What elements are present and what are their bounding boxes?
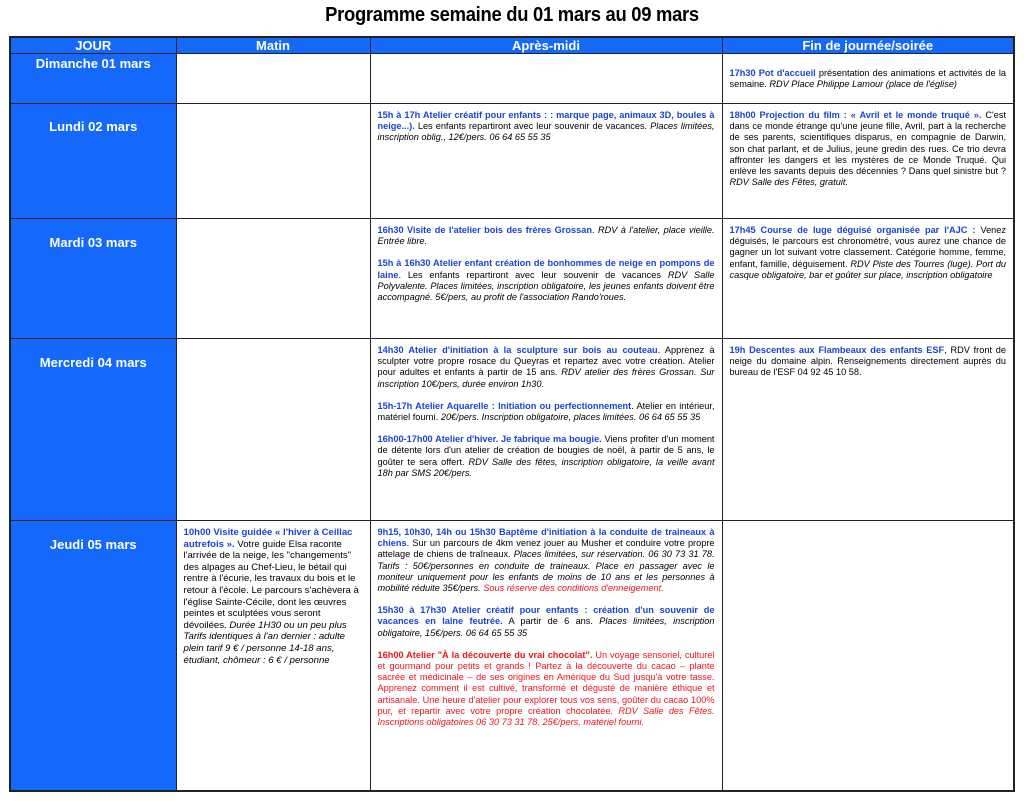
activity-details: RDV Salle des fêtes, inscription obligatoire, la veille avant 18h par SMS 20€/pers. <box>377 456 715 478</box>
activity-item <box>378 345 715 390</box>
activity-title: 10h00 Visite guidée « l'hiver à Ceillac autrefois ». <box>183 527 353 550</box>
table-row <box>10 104 1014 219</box>
activity-list <box>371 521 722 728</box>
activity-text: . Atelier en intérieur, matériel fourni. <box>377 400 715 423</box>
activity-item <box>378 225 715 247</box>
soiree-cell <box>722 339 1014 521</box>
activity-details: Places limitées, inscription oblig., 12€/pers. 06 64 65 55 35 <box>377 121 715 143</box>
soiree-cell <box>722 219 1014 339</box>
activity-list <box>723 219 1014 281</box>
activity-item <box>378 110 715 144</box>
soiree-cell <box>722 521 1014 791</box>
activity-list <box>371 219 722 303</box>
activity-text: Les enfants repartiront avec leur souvenir de vacances. <box>414 121 651 132</box>
apres-midi-cell <box>370 339 722 521</box>
activity-details: 20€/pers. Inscription obligatoire, places limitées. 06 64 65 55 35 <box>440 412 701 423</box>
activity-item <box>730 225 1007 281</box>
activity-text: présentation des animations et activités de la semaine. <box>729 68 1006 90</box>
activity-item <box>730 68 1007 90</box>
activity-note: Sous réserve des conditions d'enneigement. <box>480 583 664 594</box>
activity-title: 16h00 Atelier "À la découverte du vrai chocolat". <box>377 649 593 660</box>
header-jour: JOUR <box>10 37 176 54</box>
activity-title: 15h à 16h30 Atelier enfant création de bonhommes de neige en pompons de laine <box>377 258 715 280</box>
day-cell <box>10 104 176 219</box>
schedule-table <box>9 36 1015 792</box>
activity-details: RDV Salle Polyvalente. Places limitées, inscription obligatoire, les jeunes enfants doivent être accompagné. 5€/pers, au profit de l'association Rando'roues. <box>377 269 715 303</box>
day-label: Jeudi 05 mars <box>49 537 137 552</box>
table-row <box>10 219 1014 339</box>
header-matin: Matin <box>176 37 370 54</box>
activity-item <box>730 110 1007 188</box>
activity-list <box>371 104 722 144</box>
activity-text: Votre guide Elsa raconte l'arrivée de la neige, les "changements" des alpages au Chef-Lieu, le bétail qui rentre à l'écurie, les travaux du bois et le retour à l'école. Le parcours s'achèvera à l'église Sainte-Cécile, dont les œuvres peintes et sculptées vous seront dévoilées. <box>183 538 359 631</box>
activity-item <box>184 527 363 666</box>
day-cell <box>10 219 176 339</box>
activity-title: 16h30 Visite de l'atelier bois des frères Grossan <box>377 225 592 235</box>
activity-details: RDV à l'atelier, place vieille. Entrée libre. <box>377 225 715 247</box>
activity-text: A partir de 6 ans. <box>502 616 600 627</box>
day-cell <box>10 521 176 791</box>
activity-item <box>378 605 715 639</box>
activity-details: Durée 1H30 ou un peu plus Tarifs identiques à l'an dernier : adulte plein tarif 9 € / personne 14-18 ans, étudiant, chômeur : 6 € / personne <box>183 619 347 666</box>
activity-text: . Les enfants repartiront avec leur souvenir de vacances <box>398 269 668 280</box>
matin-cell <box>176 521 370 791</box>
day-label: Mardi 03 mars <box>49 235 137 250</box>
activity-title: 17h30 Pot d'accueil <box>729 68 816 78</box>
day-cell <box>10 339 176 521</box>
activity-item <box>730 345 1007 379</box>
day-label: Mercredi 04 mars <box>39 355 147 370</box>
activity-text: Un voyage sensoriel, culturel et gourmand pour petits et grands ! Partez à la découverte du cacao – plante sacrée et médicinale – de ses origines en Amérique du Sud jusqu'à votre tasse. Apprenez comment il est cultivé, transformé et dégusté de manière éthique et artisanale. Une heure d'atelier pour explorer tous vos sens, goûter du cacao 100% pur, et repartir avec votre propre création chocolatée. <box>377 649 715 716</box>
activity-text: Venez déguisés, le parcours est chronométré, vous aurez une chance de gagner un lot suivant votre classement. Catégorie homme, femme, enfant, famille, déguisement. <box>729 225 1007 269</box>
apres-midi-cell <box>370 54 722 104</box>
activity-text: , RDV front de neige du domaine alpin. Renseignements directement auprès du bureau de l'ESF 04 92 45 10 58. <box>729 345 1006 378</box>
activity-title: 16h00-17h00 Atelier d'hiver. Je fabrique ma bougie. <box>377 434 602 445</box>
activity-item <box>378 434 715 479</box>
table-row <box>10 54 1014 104</box>
activity-details: Places limitées, sur réservation. 06 30 73 31 78. Tarifs : 50€/personnes en conduite de traineaux. Place en passager avec le moniteur uniquement pour les enfants de moins de 10 ans et les personnes à mobilité réduite 35€/pers. <box>377 549 715 594</box>
activity-title: 15h-17h Atelier Aquarelle : Initiation ou perfectionnement <box>377 400 632 411</box>
matin-cell <box>176 54 370 104</box>
matin-cell <box>176 104 370 219</box>
activity-title: 15h30 à 17h30 Atelier créatif pour enfants : création d'un souvenir de vacances en laine feutrée. <box>377 605 715 627</box>
activity-item <box>378 401 715 423</box>
activity-details: RDV Place Philippe Lamour (place de l'église) <box>769 79 957 90</box>
activity-title: 9h15, 10h30, 14h ou 15h30 Baptême d'initiation à la conduite de traineaux à chiens <box>377 527 715 549</box>
table-row <box>10 521 1014 791</box>
activity-text: Viens profiter d'un moment de détente lors d'un atelier de création de bougies de noël, à partir de 5 ans, le goûter te sera offert. <box>377 434 715 467</box>
soiree-cell <box>722 54 1014 104</box>
activity-title: 15h à 17h Atelier créatif pour enfants : : marque page, animaux 3D, boules à neige...). <box>377 110 715 132</box>
header-apres-midi: Après-midi <box>370 37 722 54</box>
activity-text: . Apprenez à sculpter votre propre rosace du Queyras et repartez avec votre création. Atelier pour adultes et enfants à partir de 15 ans. <box>377 345 715 378</box>
activity-title: 17h45 Course de luge déguisé organisée par l'AJC : <box>729 225 976 235</box>
activity-details: RDV atelier des frères Grossan. Sur inscription 10€/pers, durée environ 1h30. <box>377 367 715 389</box>
apres-midi-cell <box>370 521 722 791</box>
activity-text: . Sur un parcours de 4km venez jouer au Musher et conduire votre propre attelage de chiens de traîneaux. <box>377 538 715 560</box>
matin-cell <box>176 339 370 521</box>
day-label: Lundi 02 mars <box>49 119 138 134</box>
day-label: Dimanche 01 mars <box>35 56 151 71</box>
header-row <box>10 37 1014 54</box>
activity-note: RDV Salle des Fêtes. Inscriptions obligatoires 06 30 73 31 78. 25€/pers, matériel fourni. <box>377 705 715 728</box>
activity-text: C'est dans ce monde étrange qu'une jeune fille, Avril, part à la recherche de ses parents, scientifiques disparus, en compagnie de Darwin, son chat parlant, et de Julius, jeune gredin des rues. Ce trio devra affronter les dangers et les mystères de ce Monde Truqué. Qui enlève les savants depuis des décennies ? Dans quel sinistre but ? <box>729 110 1007 177</box>
table-row <box>10 339 1014 521</box>
activity-details: Places limitées, inscription obligatoire, 15€/pers. 06 64 65 55 35 <box>377 616 715 638</box>
activity-list <box>371 339 722 479</box>
activity-list <box>723 104 1014 188</box>
apres-midi-cell <box>370 104 722 219</box>
activity-details: RDV Salle des Fêtes, gratuit. <box>729 177 848 188</box>
activity-list <box>723 339 1014 379</box>
activity-item <box>378 258 715 303</box>
header-soiree: Fin de journée/soirée <box>722 37 1014 54</box>
activity-item <box>378 650 715 728</box>
matin-cell <box>176 219 370 339</box>
activity-title: 18h00 Projection du film : « Avril et le monde truqué ». <box>729 110 982 120</box>
activity-item <box>378 527 715 594</box>
day-cell <box>10 54 176 104</box>
activity-list <box>723 54 1014 90</box>
page-title: Programme semaine du 01 mars au 09 mars <box>325 4 699 26</box>
activity-title: 14h30 Atelier d'initiation à la sculpture sur bois au couteau <box>377 345 658 355</box>
soiree-cell <box>722 104 1014 219</box>
activity-title: 19h Descentes aux Flambeaux des enfants ESF <box>729 345 945 355</box>
activity-list <box>177 521 370 666</box>
apres-midi-cell <box>370 219 722 339</box>
activity-text: . <box>591 225 598 235</box>
activity-details: RDV Piste des Tourres (luge). Port du casque obligatoire, bar et goûter sur place, inscription obligatoire <box>729 258 1006 280</box>
